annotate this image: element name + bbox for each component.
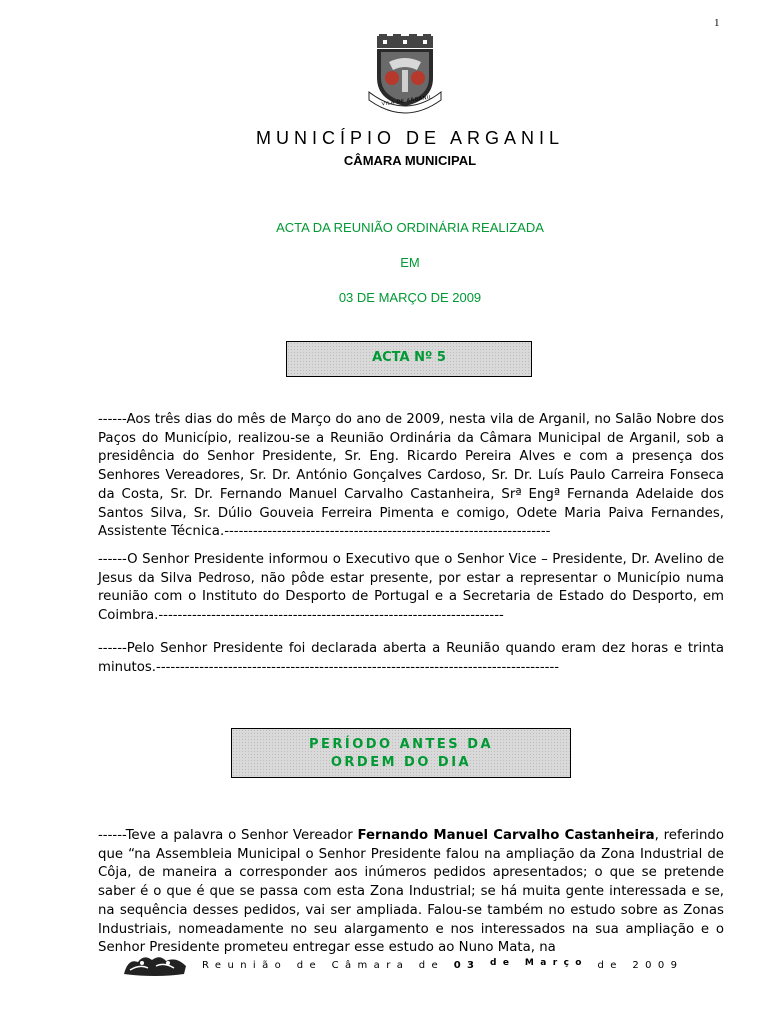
footer-suffix: de 2009 xyxy=(597,960,684,971)
acta-heading-line1: ACTA DA REUNIÃO ORDINÁRIA REALIZADA xyxy=(276,220,544,235)
footer-month: de Março xyxy=(490,958,588,968)
page-footer xyxy=(122,950,722,980)
section-title-box xyxy=(231,728,571,778)
page-number: 1 xyxy=(714,17,720,29)
paragraph-opening-time-dashes: ------------------------------------------------------------------------------------ xyxy=(156,659,560,675)
paragraph-opening-dashes: -------------------------------------------------------------------- xyxy=(224,524,551,540)
paragraph-opening-time xyxy=(98,640,724,677)
section-title-line2: ORDEM DO DIA xyxy=(330,755,472,770)
paragraph-councillor-intro: ------Teve a palavra o Senhor Vereador xyxy=(98,828,358,843)
paragraph-councillor xyxy=(98,827,724,958)
paragraph-absence xyxy=(98,551,724,626)
paragraph-absence-dashes: ------------------------------------------------------------------------ xyxy=(158,608,504,624)
paragraph-opening-text: ------Aos três dias do mês de Março do ano de 2009, nesta vila de Arganil, no Salão Nobre dos Paços do Município, realizou-se a Reunião Ordinária da Câmara Municipal de Arganil, sob a presidência do Senhor Presidente, Sr. Eng. Ricardo Pereira Alves e com a presença dos Senhores Vereadores, Sr. Dr. António Gonçalves Cardoso, Sr. Dr. Luís Paulo Carreira Fonseca da Costa, Sr. Dr. Fernando Manuel Carvalho Castanheira, Srª Engª Fernanda Adelaide dos Santos Silva, Sr. Dúlio Gouveia Ferreira Pimenta e comigo, Odete Maria Paiva Fernandes, Assistente Técnica. xyxy=(98,412,724,540)
acta-heading-line2: EM xyxy=(400,255,420,270)
paragraph-opening-time-text: ------Pelo Senhor Presidente foi declarada aberta a Reunião quando eram dez horas e trinta minutos. xyxy=(98,641,724,675)
councillor-name: Fernando Manuel Carvalho Castanheira xyxy=(357,828,655,843)
footer-logo-icon xyxy=(122,952,188,978)
acta-heading-date: 03 DE MARÇO DE 2009 xyxy=(338,290,482,305)
paragraph-councillor-text: , referindo que “na Assembleia Municipal o Senhor Presidente falou na ampliação da Zona Industrial de Côja, de maneira a corresponder aos inúmeros pedidos apresentados; o que se pretende saber é o que é que se passa com esta Zona Industrial; se há muita gente interessada e se, na sequência desses pedidos, vai ser ampliada. Falou-se também no estudo sobre as Zonas Industriais, nomeadamente no seu alargamento e nos interessados na sua ampliação e o Senhor Presidente prometeu entregar esse estudo ao Nuno Mata, na xyxy=(98,828,724,956)
municipality-title: MUNICÍPIO DE ARGANIL xyxy=(255,128,565,148)
paragraph-opening xyxy=(98,411,724,542)
acta-number: ACTA Nº 5 xyxy=(372,350,446,365)
crest-motto: VILA DE ARGANIL xyxy=(381,94,433,108)
footer-day: 03 xyxy=(453,960,481,971)
paragraph-absence-text: ------O Senhor Presidente informou o Executivo que o Senhor Vice – Presidente, Dr. Avelino de Jesus da Silva Pedroso, não pôde estar presente, por estar a representar o Município numa reunião com o Instituto do Desporto de Portugal e a Secretaria de Estado do Desporto, em Coimbra. xyxy=(98,552,724,624)
acta-number-box xyxy=(286,341,532,377)
footer-prefix: Reunião de Câmara de xyxy=(202,960,445,971)
council-subtitle: CÂMARA MUNICIPAL xyxy=(343,153,477,168)
section-title-line1: PERÍODO ANTES DA xyxy=(308,737,494,752)
